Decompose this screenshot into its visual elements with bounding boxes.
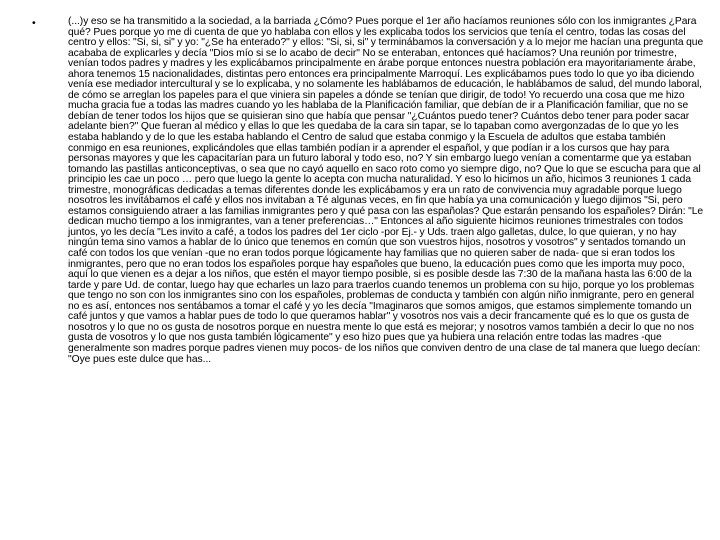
bullet-item (32, 17, 704, 365)
quote-paragraph: (...)y eso se ha transmitido a la sociedad, a la barriada ¿Cómo? Pues porque el 1er año hacíamos reuniones sólo con los inmigrantes ¿Para qué? Pues porque yo me di cuenta de que yo hablaba con ellos y les explicaba todos los servicios que tenía el centro, todas las cosas del centro y ellos: "Si, si, si" y yo: "¿Se ha enterado?" y ellos: "Si, si, si" y terminábamos la conversación y a lo mejor me hacían una pregunta que acababa de explicarles y decía "Dios mío si se lo acabo de decir" No se enteraban, entonces qué hacíamos? Una reunión por trimestre, venían todos padres y madres y les explicábamos principalmente en árabe porque entonces nuestra población era mayoritariamente árabe, ahora tenemos 15 nacionalidades, distintas pero entonces era principalmente Marroquí. Les explicábamos pues todo lo que yo iba diciendo venía ese mediador intercultural y se lo explicaba, y no solamente les hablábamos de educación, le hablábamos de salud, del mundo laboral, de cómo se arreglan los papeles para el que viniera sin papeles a dónde se tenían que dirigir, de todo! Yo recuerdo una cosa que me hizo mucha gracia fue a todas las madres cuando yo les hablaba de la Planificación familiar, que debían de ir a Planificación familiar, que no se debían de tener todos los hijos que se quisieran sino que había que pensar "¿Cuántos puedo tener? Cuántos debo tener para poder sacar adelante bien?" Que fueran al médico y ellas lo que les quedaba de la cara sin tapar, se lo tapaban como avergonzadas de lo que yo les estaba hablando y de lo que les estaba hablando el Centro de salud que estaba conmigo y la Escuela de adultos que estaba también conmigo en esa reuniones, explicándoles que ellas también podían ir a aprender el español, y que podían ir a los cursos que hay para personas mayores y que les capacitarían para un futuro laboral y todo eso, no? Y sin embargo luego venían a comentarme que ya estaban tomando las pastillas anticonceptivas, o sea que no cayó aquello en saco roto como yo siempre digo, no? Que lo que se escucha para que al principio les cae un poco … pero que luego la gente lo acepta con mucha naturalidad. Y eso lo hicimos un año, hicimos 3 reuniones 1 cada trimestre, monográficas dedicadas a temas diferentes donde les explicábamos y era un rato de convivencia muy agradable porque luego nosotros les invitábamos el café y ellos nos invitaban a Té algunas veces, en fin que había ya una comunicación y luego dijimos "Si, pero estamos consiguiendo atraer a las familias inmigrantes pero y qué pasa con las españolas? Que estarán pensando los españoles? Dirán: "Le dedican mucho tiempo a los inmigrantes, van a tener preferencias…" Entonces al año siguiente hicimos reuniones trimestrales con todos juntos, yo les decía "Les invito a café, a todos los padres del 1er ciclo -por Ej.- y Uds. traen algo galletas, dulce, lo que quieran, y no hay ningún tema sino vamos a hablar de lo único que tenemos en común que son vuestros hijos, nosotros y vosotros" y sentados tomando un café con todos los que venían -que no eran todos porque lógicamente hay familias que no quieren saber de nada- que si eran todos los inmigrantes, pero que no eran todos los españoles porque hay españoles que bueno, la educación pues como que les importa muy poco, aquí lo que vienen es a dejar a los niños, que estén el mayor tiempo posible, si es posible desde las 7:30 de la mañana hasta las 6:00 de la tarde y pare Ud. de contar, luego hay que echarles un lazo para traerlos cuando tenemos un problema con su hijo, porque yo los problemas que tengo no son con los inmigrantes sino con los españoles, problemas de conducta y también con algún niño inmigrante, pero en general no es así, entonces nos sentábamos a tomar el café y yo les decía "Imaginaros que somos amigos, que estamos simplemente tomando un café juntos y que vamos a hablar pues de todo lo que queramos hablar" y vosotros nos vais a decir francamente qué es lo que os gusta de nosotros y lo que no os gusta de nosotros porque en nuestra mente lo que está es mejorar; y nosotros vamos también a decir lo que no nos gusta de vosotros y lo que nos gusta también lógicamente" y eso hizo pues que ya hubiera una relación entre todas las madres -que generalmente son madres porque padres vienen muy pocos- de los niños que conviven dentro de una clase de tal manera que luego decían: "Oye pues este dulce que has... (68, 16, 704, 365)
bullet-marker: • (32, 17, 36, 29)
